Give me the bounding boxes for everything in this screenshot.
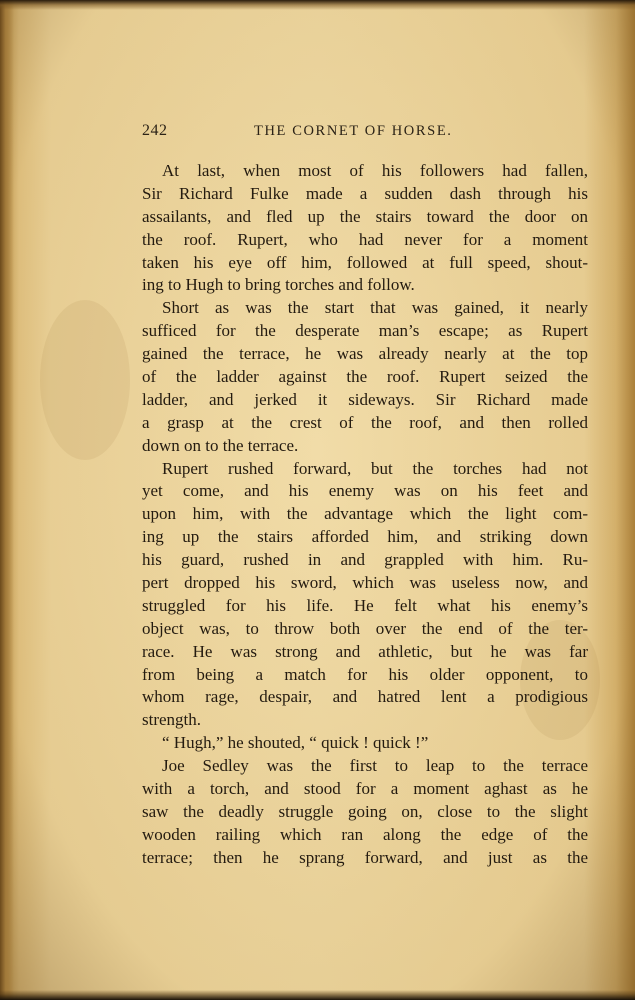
text-line: ing to Hugh to bring torches and follow.	[142, 275, 415, 295]
text-line: yet come, and his enemy was on his feet and	[142, 481, 588, 501]
text-line: upon him, with the advantage which the light com-	[142, 504, 588, 524]
text-line: pert dropped his sword, which was useless now, and	[142, 573, 588, 593]
text-line: down on to the terrace.	[142, 435, 299, 455]
text-line: assailants, and fled up the stairs toward the door on	[142, 206, 588, 226]
text-line: strength.	[142, 710, 202, 730]
paper-stain	[40, 300, 130, 460]
text-line: whom rage, despair, and hatred lent a prodigious	[142, 687, 588, 707]
text-line: struggled for his life. He felt what his enemy’s	[142, 595, 588, 615]
text-line: wooden railing which ran along the edge of the	[142, 824, 588, 844]
text-line: “ Hugh,” he shouted, “ quick ! quick !”	[162, 733, 429, 753]
text-line: At last, when most of his followers had fallen,	[162, 161, 588, 180]
text-line: terrace; then he sprang forward, and just as the	[142, 847, 588, 867]
text-line: Sir Richard Fulke made a sudden dash through his	[142, 183, 588, 203]
text-line: of the ladder against the roof. Rupert seized the	[142, 367, 588, 387]
text-line: gained the terrace, he was already nearly at the top	[142, 344, 588, 364]
page-number: 242	[142, 122, 168, 139]
text-line: sufficed for the desperate man’s escape; as Rupert	[142, 321, 588, 341]
page-bottom-edge	[0, 990, 635, 1000]
text-line: Joe Sedley was the first to leap to the terrace	[162, 756, 588, 776]
text-line: his guard, rushed in and grappled with him. Ru-	[142, 550, 588, 570]
text-line: the roof. Rupert, who had never for a moment	[142, 229, 588, 249]
running-head: THE CORNET OF HORSE.	[254, 123, 453, 139]
text-line: ladder, and jerked it sideways. Sir Richard made	[142, 389, 588, 409]
text-line: Rupert rushed forward, but the torches had not	[162, 458, 588, 478]
text-line: object was, to throw both over the end of the ter-	[142, 618, 588, 638]
body-text	[142, 160, 588, 870]
text-line: with a torch, and stood for a moment aghast as he	[142, 779, 588, 799]
text-line: ing up the stairs afforded him, and striking down	[142, 527, 588, 547]
text-line: a grasp at the crest of the roof, and then rolled	[142, 412, 588, 432]
text-line: taken his eye off him, followed at full speed, shout-	[142, 252, 588, 272]
text-line: Short as was the start that was gained, it nearly	[162, 298, 588, 318]
text-line: race. He was strong and athletic, but he was far	[142, 641, 588, 661]
page-header	[142, 122, 587, 144]
text-line: from being a match for his older opponent, to	[142, 664, 588, 684]
text-line: saw the deadly struggle going on, close to the slight	[142, 801, 588, 821]
